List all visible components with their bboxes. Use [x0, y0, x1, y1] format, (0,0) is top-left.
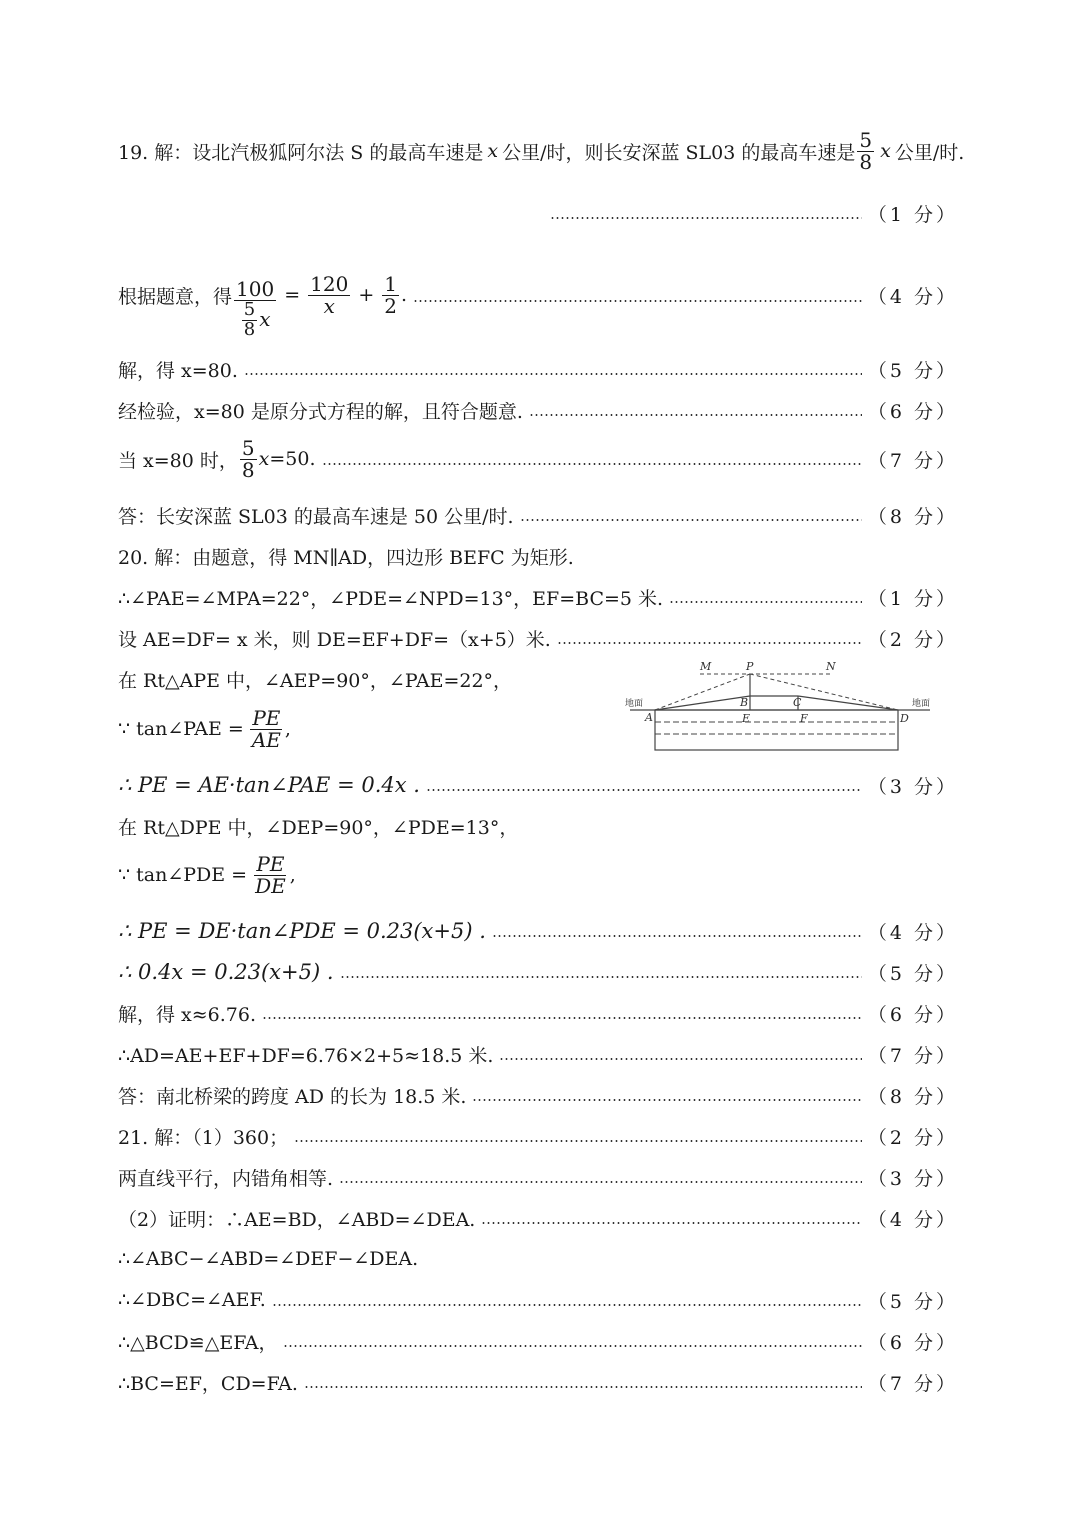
q19-score1-line	[550, 198, 958, 228]
q20-l9	[118, 957, 958, 987]
score: （3 分）	[867, 775, 958, 798]
q20-l3	[118, 664, 598, 694]
leader-dots	[272, 1303, 862, 1307]
leader-dots	[557, 641, 862, 645]
q21-l1	[118, 1121, 958, 1151]
leader-dots	[262, 1016, 862, 1020]
q20-l4: ∵ tan∠PAE = $\frac{PE}{AE}$ ,	[118, 705, 291, 752]
q19-ans	[118, 500, 958, 530]
score: （6 分）	[867, 1003, 958, 1026]
q19-eq-half	[382, 271, 399, 318]
leader-dots	[669, 600, 862, 604]
score: （4 分）	[867, 1208, 958, 1231]
q21-l2-text: 两直线平行，内错角相等.	[118, 1167, 334, 1190]
q20-l3-text: 在 Rt△APE 中，∠AEP=90°，∠PAE=22°，	[118, 669, 513, 692]
score: （6 分）	[867, 400, 958, 423]
q20-l4-num: PE	[252, 705, 281, 730]
q19-title-c: 公里/时.	[894, 141, 965, 164]
q19-eq-label: 根据题意，得	[118, 285, 233, 308]
q19-sol	[118, 354, 958, 384]
leader-dots	[244, 372, 862, 376]
leader-dots	[294, 1139, 862, 1143]
label-A: A	[645, 711, 653, 724]
q19-title-a: 19. 解：设北汽极狐阿尔法 S 的最高车速是	[118, 141, 484, 164]
q19-title-b: 公里/时，则长安深蓝 SL03 的最高车速是	[502, 141, 856, 164]
leader-dots	[413, 299, 862, 303]
q20-l5-text: ∴ PE = AE·tan∠PAE = 0.4x .	[118, 773, 420, 797]
q20-l11	[118, 1039, 958, 1069]
q19-eq-lhs-den	[238, 298, 273, 340]
q19-check	[118, 395, 958, 425]
q21-l6	[118, 1326, 958, 1356]
q21-l1-text: 21. 解：（1）360；	[118, 1126, 289, 1149]
q19-when-a: 当 x=80 时，	[118, 449, 238, 472]
q19-title	[118, 116, 965, 186]
score: （4 分）	[867, 921, 958, 944]
label-ground-right: 地面	[912, 699, 931, 709]
label-M: M	[700, 660, 712, 673]
q20-l7: ∵ tan∠PDE = $\frac{PE}{DE}$ ,	[118, 851, 296, 898]
leader-dots	[340, 975, 862, 979]
q20-l6-text: 在 Rt△DPE 中，∠DEP=90°，∠PDE=13°，	[118, 816, 519, 839]
q19-eq-100: 100	[236, 276, 275, 301]
leader-dots	[283, 1344, 861, 1348]
q21-l4	[118, 1244, 958, 1274]
score: （5 分）	[867, 359, 958, 382]
score: （7 分）	[867, 1044, 958, 1067]
q20-l6	[118, 811, 598, 841]
score: （1 分）	[867, 203, 958, 226]
q19-frac-den: 8	[859, 149, 873, 174]
score: （2 分）	[867, 1126, 958, 1149]
score: （8 分）	[867, 1085, 958, 1108]
label-N: N	[826, 660, 836, 673]
q20-l1	[118, 582, 958, 612]
q19-ans-text: 答：长安深蓝 SL03 的最高车速是 50 公里/时.	[118, 505, 514, 528]
q20-l8-text: ∴ PE = DE·tan∠PDE = 0.23(x+5) .	[118, 919, 486, 943]
label-F: F	[800, 712, 808, 725]
leader-dots	[499, 1057, 861, 1061]
q20-intro	[118, 541, 958, 571]
label-P: P	[746, 660, 754, 673]
q21-l7-text: ∴BC=EF，CD=FA.	[118, 1372, 298, 1395]
q20-l4-den: AE	[251, 727, 281, 752]
score: （5 分）	[867, 962, 958, 985]
q20-l2	[118, 623, 958, 653]
score: （3 分）	[867, 1167, 958, 1190]
q19-sol-text: 解，得 x=80.	[118, 359, 238, 382]
leader-dots	[550, 216, 862, 220]
leader-dots	[481, 1221, 862, 1225]
leader-dots	[520, 518, 862, 522]
q19-eq-inner-num: 5	[243, 298, 256, 320]
q20-l2-text: 设 AE=DF= x 米，则 DE=EF+DF=（x+5）米.	[118, 628, 551, 651]
q19-frac	[857, 127, 874, 174]
q19-eq-rhs	[308, 271, 350, 318]
q21-l7	[118, 1367, 958, 1397]
q19-when	[118, 424, 958, 494]
q20-l12	[118, 1080, 958, 1110]
q19-when-den: 8	[241, 457, 255, 482]
score: （7 分）	[867, 1372, 958, 1395]
leader-dots	[426, 788, 862, 792]
q19-when-x: x	[258, 448, 270, 470]
q20-l10	[118, 998, 958, 1028]
q19-when-frac	[240, 435, 257, 482]
q19-eq-120: 120	[310, 271, 349, 296]
q20-l11-text: ∴AD=AE+EF+DF=6.76×2+5≈18.5 米.	[118, 1044, 494, 1067]
score: （4 分）	[867, 285, 958, 308]
score: （7 分）	[867, 449, 958, 472]
leader-dots	[472, 1098, 861, 1102]
score: （6 分）	[867, 1331, 958, 1354]
leader-dots	[322, 462, 862, 466]
label-ground-left: 地面	[625, 699, 644, 709]
q20-intro-text: 20. 解：由题意，得 MN∥AD，四边形 BEFC 为矩形.	[118, 546, 574, 569]
q20-l9-text: ∴ 0.4x = 0.23(x+5) .	[118, 960, 334, 984]
label-B: B	[740, 696, 749, 709]
q19-frac-num: 5	[859, 127, 873, 152]
q19-eq-rhs-x: x	[323, 293, 335, 318]
q20-l7-frac	[253, 851, 288, 898]
q21-l2	[118, 1162, 958, 1192]
leader-dots	[529, 413, 862, 417]
q21-l4-text: ∴∠ABC−∠ABD=∠DEF−∠DEA.	[118, 1248, 419, 1270]
score: （2 分）	[867, 628, 958, 651]
leader-dots	[492, 934, 862, 938]
q20-l10-text: 解，得 x≈6.76.	[118, 1003, 257, 1026]
q20-l7-num: PE	[256, 851, 285, 876]
q21-l5-text: ∴∠DBC=∠AEF.	[118, 1289, 266, 1311]
q19-when-num: 5	[241, 435, 255, 460]
label-D: D	[900, 712, 909, 725]
q20-l4-text: ∵ tan∠PAE =	[118, 718, 244, 740]
q19-var-x: x	[487, 140, 499, 162]
q19-when-b: =50.	[269, 448, 316, 470]
leader-dots	[339, 1180, 862, 1184]
q19-eq-inner-den: 8	[243, 318, 256, 340]
score: （5 分）	[867, 1290, 958, 1313]
q19-eq-half-num: 1	[384, 271, 397, 296]
q21-l6-text: ∴△BCD≌△EFA，	[118, 1331, 278, 1354]
score: （1 分）	[867, 587, 958, 610]
q21-l5	[118, 1285, 958, 1315]
q20-l5	[118, 770, 958, 800]
bridge-diagram	[620, 656, 940, 756]
q19-eq-lhs	[234, 276, 276, 340]
score: （8 分）	[867, 505, 958, 528]
q20-l8	[118, 916, 958, 946]
q19-var-x2: x	[880, 140, 891, 162]
q19-eq-half-den: 2	[384, 293, 397, 318]
q20-l7-den: DE	[255, 873, 286, 898]
q19-check-text: 经检验，x=80 是原分式方程的解，且符合题意.	[118, 400, 523, 423]
q20-l1-text: ∴∠PAE=∠MPA=22°，∠PDE=∠NPD=13°，EF=BC=5 米.	[118, 587, 664, 610]
q21-l3	[118, 1203, 958, 1233]
q19-eq-inner-x: x	[259, 306, 271, 331]
q20-l12-text: 答：南北桥梁的跨度 AD 的长为 18.5 米.	[118, 1085, 467, 1108]
label-E: E	[742, 712, 751, 725]
q20-l4-frac	[250, 705, 283, 752]
q19-equation: 根据题意，得 100 $\frac{5}{8}$ x = $\frac{120}{x}$ + $\frac{1}{2}$ . （4 分）	[118, 271, 958, 340]
q21-l3-text: （2）证明：∴AE=BD，∠ABD=∠DEA.	[118, 1208, 476, 1231]
label-C: C	[793, 696, 802, 709]
leader-dots	[304, 1385, 862, 1389]
q20-l7-text: ∵ tan∠PDE =	[118, 864, 248, 886]
